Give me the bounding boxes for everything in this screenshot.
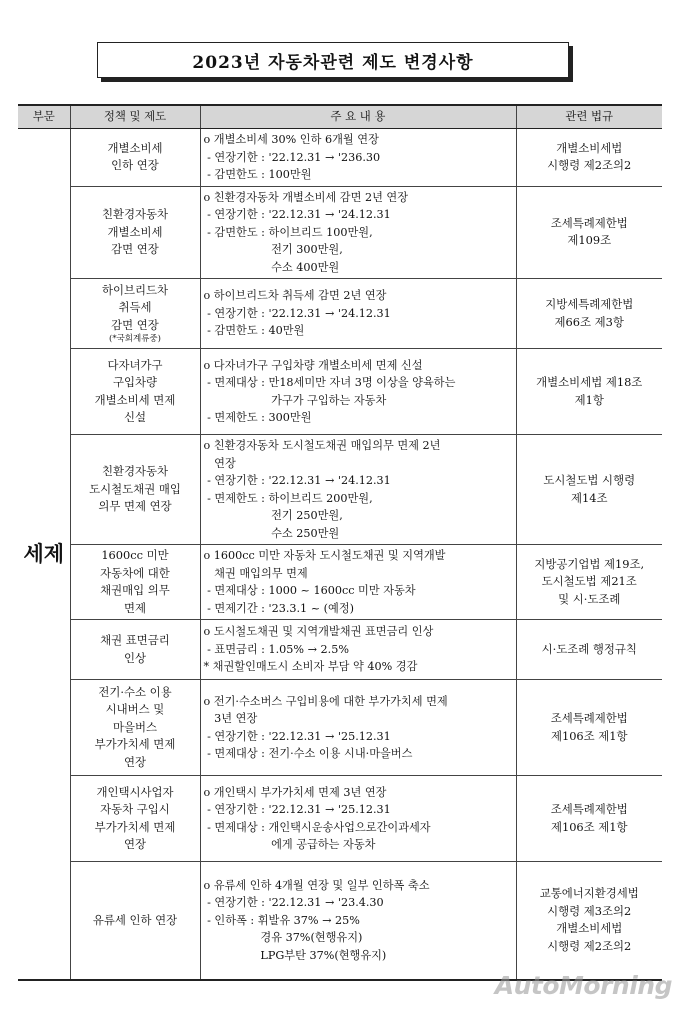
- content-cell: o 도시철도채권 및 지역개발채권 표면금리 인상 - 표면금리 : 1.05% → 2.5% * 채권할인매도시 소비자 부담 약 40% 경감: [200, 620, 516, 680]
- content-cell: o 개인택시 부가가치세 면제 3년 연장 - 연장기한 : '22.12.31 → '25.12.31 - 면제대상 : 개인택시운송사업으로간이과세자 에게 공급하는 자동차: [200, 776, 516, 862]
- policy-table: [18, 104, 662, 981]
- policy-text: 전기·수소 이용 시내버스 및 마을버스 부가가치세 면제 연장: [94, 684, 176, 769]
- content-cell: o 다자녀가구 구입차량 개별소비세 면제 신설 - 면제대상 : 만18세미만 자녀 3명 이상을 양육하는 가구가 구입하는 자동차 - 면제한도 : 300만원: [200, 349, 516, 435]
- policy-cell: [70, 349, 200, 435]
- header-law: 관련 법규: [516, 105, 662, 129]
- content-cell: o 개별소비세 30% 인하 6개월 연장 - 연장기한 : '22.12.31 → '236.30 - 감면한도 : 100만원: [200, 129, 516, 187]
- law-cell: 지방세특례제한법 제66조 제3항: [516, 279, 662, 349]
- content-cell: o 유류세 인하 4개월 연장 및 일부 인하폭 축소 - 연장기한 : '22.12.31 → '23.4.30 - 인하폭 : 휘발유 37% → 25% 경유 37%(현행유지) LPG부탄 37%(현행유지): [200, 862, 516, 980]
- policy-cell: [70, 776, 200, 862]
- category-cell: 세제: [18, 129, 70, 980]
- policy-cell: [70, 129, 200, 187]
- header-policy: 정책 및 제도: [70, 105, 200, 129]
- content-cell: o 하이브리드차 취득세 감면 2년 연장 - 연장기한 : '22.12.31 → '24.12.31 - 감면한도 : 40만원: [200, 279, 516, 349]
- content-cell: o 친환경자동차 도시철도채권 매입의무 면제 2년 연장 - 연장기한 : '22.12.31 → '24.12.31 - 면제한도 : 하이브리드 200만원, 전기 250만원, 수소 250만원: [200, 435, 516, 545]
- policy-cell: [70, 545, 200, 620]
- policy-cell: [70, 435, 200, 545]
- watermark-logo: AutoMorning: [494, 971, 672, 1000]
- policy-text: 개별소비세 인하 연장: [107, 140, 163, 173]
- policy-cell: [70, 620, 200, 680]
- law-cell: 교통에너지환경세법 시행령 제3조의2 개별소비세법 시행령 제2조의2: [516, 862, 662, 980]
- policy-text: 유류세 인하 연장: [92, 912, 178, 927]
- law-cell: 개별소비세법 제18조 제1항: [516, 349, 662, 435]
- table-row: [18, 349, 662, 435]
- table-row: [18, 862, 662, 980]
- policy-text: 다자녀가구 구입차량 개별소비세 면제 신설: [94, 357, 176, 424]
- table-row: [18, 435, 662, 545]
- policy-text: 개인택시사업자 자동차 구입시 부가가치세 면제 연장: [94, 784, 176, 851]
- law-cell: 개별소비세법 시행령 제2조의2: [516, 129, 662, 187]
- policy-note: (*국회계류중): [109, 334, 161, 345]
- policy-text: 하이브리드차 취득세 감면 연장: [101, 282, 169, 332]
- page-title: 2023년 자동차관련 제도 변경사항: [97, 42, 569, 78]
- content-cell: o 친환경자동차 개별소비세 감면 2년 연장 - 연장기한 : '22.12.31 → '24.12.31 - 감면한도 : 하이브리드 100만원, 전기 300만원, 수소 400만원: [200, 186, 516, 279]
- table-row: [18, 620, 662, 680]
- table-row: [18, 129, 662, 187]
- content-cell: o 1600cc 미만 자동차 도시철도채권 및 지역개발 채권 매입의무 면제 - 면제대상 : 1000 ~ 1600cc 미만 자동차 - 면제기간 : '23.3.1 ~ (예정): [200, 545, 516, 620]
- law-cell: 조세특례제한법 제106조 제1항: [516, 680, 662, 776]
- table-row: [18, 545, 662, 620]
- table-row: [18, 776, 662, 862]
- policy-text: 친환경자동차 도시철도채권 매입 의무 면제 연장: [89, 464, 181, 514]
- law-cell: 지방공기업법 제19조, 도시철도법 제21조 및 시·도조례: [516, 545, 662, 620]
- policy-cell: [70, 279, 200, 349]
- policy-cell: [70, 862, 200, 980]
- law-cell: 시·도조례 행정규칙: [516, 620, 662, 680]
- policy-cell: [70, 186, 200, 279]
- table-row: [18, 680, 662, 776]
- table-row: [18, 186, 662, 279]
- table-header-row: [18, 105, 662, 129]
- table-row: [18, 279, 662, 349]
- header-category: 부문: [18, 105, 70, 129]
- content-cell: o 전기·수소버스 구입비용에 대한 부가가치세 면제 3년 연장 - 연장기한 : '22.12.31 → '25.12.31 - 면제대상 : 전기·수소 이용 시내·마을버스: [200, 680, 516, 776]
- law-cell: 도시철도법 시행령 제14조: [516, 435, 662, 545]
- law-cell: 조세특례제한법 제106조 제1항: [516, 776, 662, 862]
- policy-text: 1600cc 미만 자동차에 대한 채권매입 의무 면제: [100, 548, 170, 615]
- header-content: 주 요 내 용: [200, 105, 516, 129]
- law-cell: 조세특례제한법 제109조: [516, 186, 662, 279]
- policy-text: 친환경자동차 개별소비세 감면 연장: [101, 207, 169, 256]
- policy-cell: [70, 680, 200, 776]
- policy-text: 채권 표면금리 인상: [100, 633, 170, 665]
